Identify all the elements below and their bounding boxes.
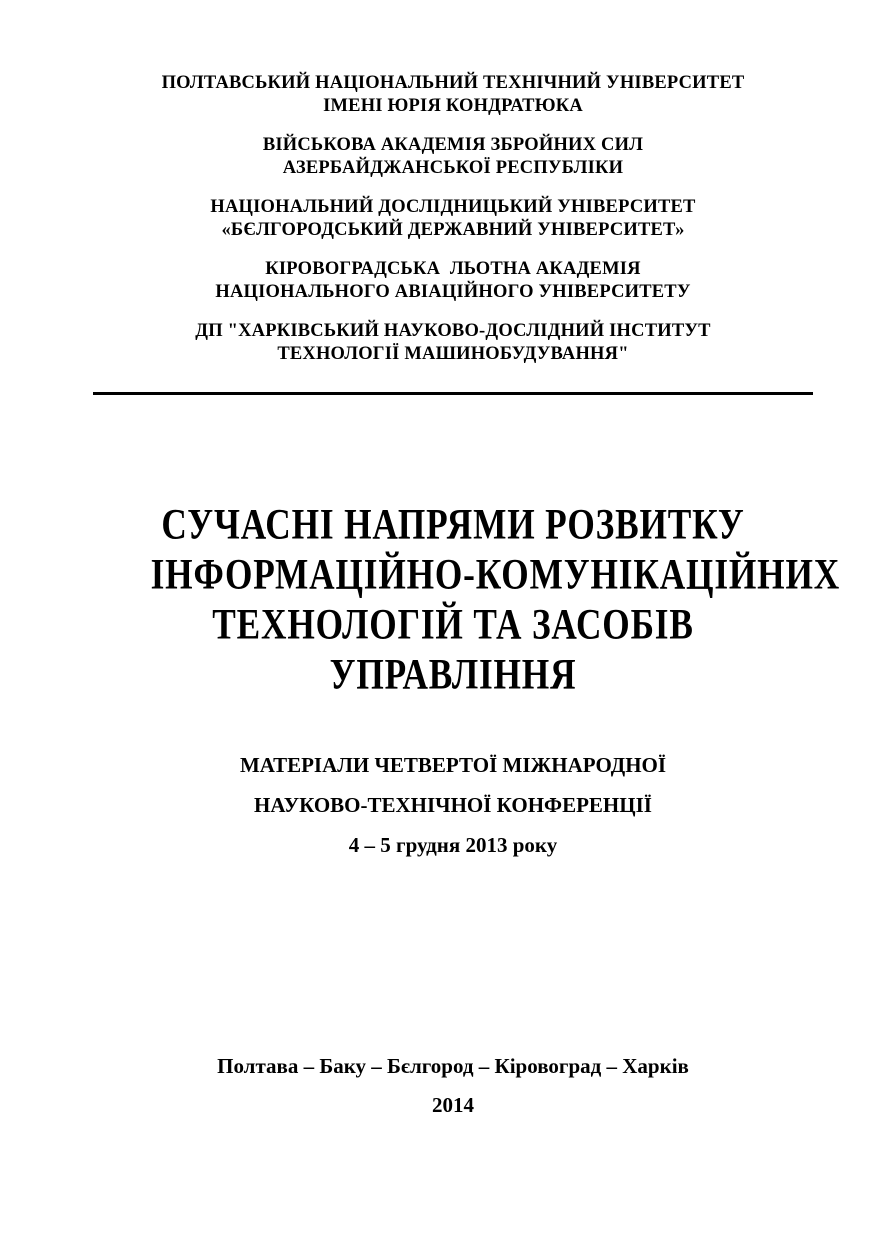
subtitle-line-2: НАУКОВО-ТЕХНІЧНОЇ КОНФЕРЕНЦІЇ bbox=[254, 793, 652, 817]
institution-block-2 bbox=[93, 134, 813, 180]
institution-2-line-2: АЗЕРБАЙДЖАНСЬКОЇ РЕСПУБЛІКИ bbox=[282, 158, 624, 178]
institution-1-line-2: ІМЕНІ ЮРІЯ КОНДРАТЮКА bbox=[323, 96, 583, 116]
institution-5-line-2: ТЕХНОЛОГІЇ МАШИНОБУДУВАННЯ" bbox=[277, 344, 629, 364]
institution-block-4 bbox=[93, 258, 813, 304]
title-line-3: ТЕХНОЛОГІЙ ТА ЗАСОБІВ bbox=[212, 601, 694, 649]
subtitle-line-1: МАТЕРІАЛИ ЧЕТВЕРТОЇ МІЖНАРОДНОЇ bbox=[239, 753, 667, 777]
title-line-2: ІНФОРМАЦІЙНО-КОМУНІКАЦІЙНИХ bbox=[150, 551, 841, 599]
divider-line bbox=[93, 392, 813, 395]
imprint-footer bbox=[93, 1051, 813, 1120]
institution-4-line-2: НАЦІОНАЛЬНОГО АВІАЦІЙНОГО УНІВЕРСИТЕТУ bbox=[215, 282, 691, 302]
page-title bbox=[93, 500, 841, 700]
institution-5-line-1: ДП "ХАРКІВСЬКИЙ НАУКОВО-ДОСЛІДНИЙ ІНСТИТУТ bbox=[195, 321, 711, 341]
conference-subtitle bbox=[93, 745, 813, 865]
institution-2-line-1: ВІЙСЬКОВА АКАДЕМІЯ ЗБРОЙНИХ СИЛ bbox=[262, 135, 644, 155]
institution-1-line-1: ПОЛТАВСЬКИЙ НАЦІОНАЛЬНИЙ ТЕХНІЧНИЙ УНІВЕРСИТЕТ bbox=[161, 73, 745, 93]
institution-3-line-1: НАЦІОНАЛЬНИЙ ДОСЛІДНИЦЬКИЙ УНІВЕРСИТЕТ bbox=[210, 197, 696, 217]
institution-3-line-2: «БЄЛГОРОДСЬКИЙ ДЕРЖАВНИЙ УНІВЕРСИТЕТ» bbox=[221, 220, 685, 240]
institution-4-line-1: КІРОВОГРАДСЬКА ЛЬОТНА АКАДЕМІЯ bbox=[265, 259, 641, 279]
conference-date: 4 – 5 грудня 2013 року bbox=[348, 833, 558, 857]
institution-block-3 bbox=[93, 196, 813, 242]
publication-year: 2014 bbox=[432, 1093, 474, 1117]
title-line-1: СУЧАСНІ НАПРЯМИ РОЗВИТКУ bbox=[161, 501, 745, 549]
title-line-4: УПРАВЛІННЯ bbox=[329, 651, 577, 699]
institutions-header bbox=[93, 72, 813, 382]
institution-block-1 bbox=[93, 72, 813, 118]
footer-cities: Полтава – Баку – Бєлгород – Кіровоград – Харків bbox=[217, 1054, 689, 1078]
institution-block-5 bbox=[93, 320, 813, 366]
